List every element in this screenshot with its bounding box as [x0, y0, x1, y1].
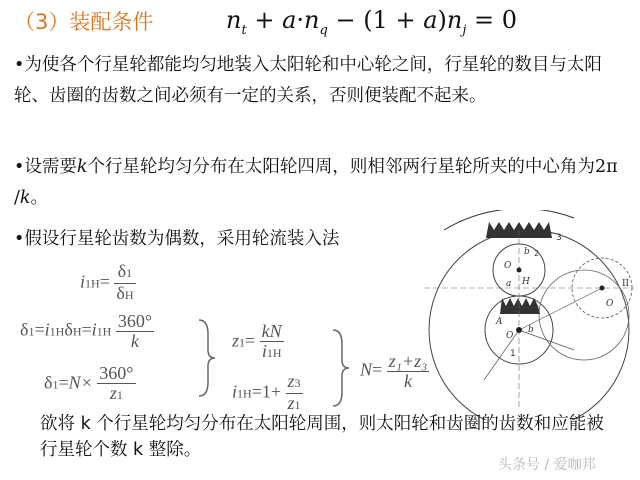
formula-sub-t: t — [241, 22, 247, 38]
left-brace-icon — [196, 318, 218, 398]
diagram-label-O2pp: O — [606, 299, 614, 309]
section-heading: （3）装配条件 — [14, 10, 154, 34]
formula-dot: · — [296, 6, 305, 34]
bullet2-k2: k — [19, 188, 31, 208]
gear-teeth-mid-icon — [500, 298, 540, 314]
diagram-label-a1: a — [506, 279, 512, 289]
eq-transmission-ratio: i1H= $\frac{\delta 1}{\delta H}$ — [80, 261, 134, 303]
diagram-label-1: 1 — [510, 349, 516, 359]
diagram-label-b1: b — [524, 247, 530, 257]
formula-n-j: n — [446, 6, 463, 34]
planetary-gear-diagram — [424, 210, 640, 420]
formula-plus: + — [246, 6, 283, 34]
formula-a2: a — [423, 6, 438, 34]
right-brace-icon — [330, 328, 352, 408]
formula-n-q: n — [304, 6, 320, 34]
watermark-text: 头条号 / 爱咖邦 — [498, 457, 596, 473]
bullet-paragraph-2 — [14, 152, 626, 214]
eq-N-result: N= $\frac{\text{z₁+z₃}}{k}$ — [360, 351, 428, 391]
diagram-label-3: 3 — [556, 233, 562, 243]
diagram-label-b1b: b — [528, 325, 534, 335]
diagram-label-A1: A — [496, 317, 503, 327]
eq-z1-kN: z1= $\frac{kN}{i1H}$ — [232, 321, 282, 361]
bullet-paragraph-3: •假设行星轮齿数为偶数，采用轮流装入法 — [14, 229, 340, 249]
diagram-label-2: 2 — [534, 249, 540, 258]
diagram-label-O1: O — [506, 331, 514, 341]
bullet2-k: k — [76, 157, 88, 177]
diagram-label-O2: O — [504, 261, 512, 271]
bullet2-end: 。 — [30, 188, 49, 208]
formula-n-t: n — [226, 6, 242, 34]
bullet2-angle: 2π / — [14, 157, 618, 208]
bullet-paragraph-1: •为使各个行星轮都能均匀地装入太阳轮和中心轮之间，行星轮的数目与太阳轮、齿圈的齿数之间必须有一定的关系，否则便装配不起来。 — [14, 55, 602, 106]
eq-delta-1-N: δ1=N× $\frac{360^\circ}{z1}$ — [44, 363, 134, 403]
bullet2-pre: •设需要 — [14, 157, 77, 177]
eq-i1h-sum: i1H=1+ $\frac{z3}{z1}$ — [232, 371, 301, 413]
assembly-formula — [226, 6, 517, 38]
formula-close: ) — [437, 6, 447, 34]
planet-orbit-circle — [539, 270, 629, 360]
formula-a: a — [282, 6, 297, 34]
diagram-label-H: H — [522, 277, 530, 287]
formula-minus: − (1 + — [327, 6, 424, 34]
conclusion-text: 欲将 k 个行星轮均匀分布在太阳轮周围，则太阳轮和齿圈的齿数和应能被行星轮个数 k 整除。 — [40, 414, 604, 460]
eq-delta-1: δ1=i1HδH=i1H $\frac{360^\circ}{k}$ — [20, 311, 153, 351]
bullet2-mid: 个行星轮均匀分布在太阳轮四周，则相邻两行星轮所夹的中心角为 — [87, 157, 595, 177]
diagram-label-II: II — [622, 279, 630, 289]
formula-sub-q: q — [319, 22, 328, 38]
formula-equals-zero: = 0 — [466, 6, 518, 34]
formula-sub-j: j — [462, 22, 467, 38]
